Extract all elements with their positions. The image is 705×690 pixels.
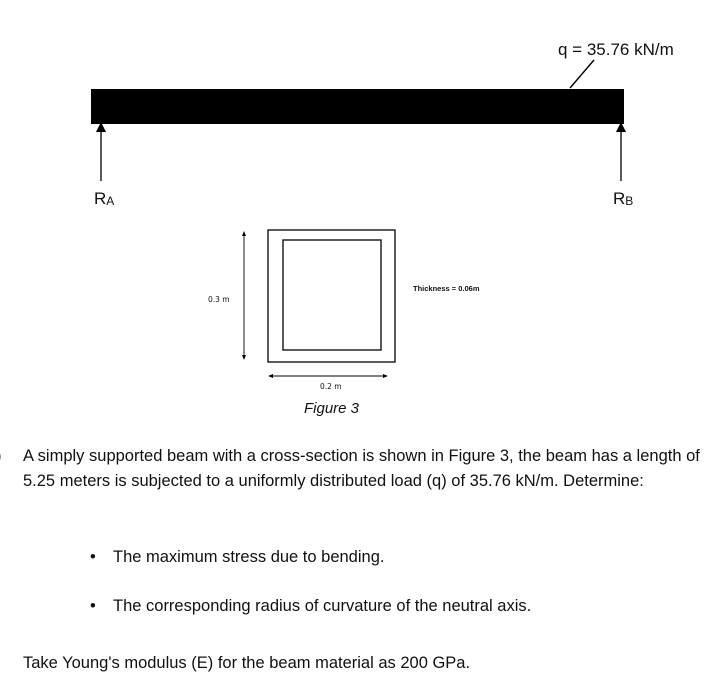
inner-rectangle (283, 240, 381, 350)
reaction-a-main: R (94, 189, 107, 208)
reaction-arrow-b (616, 122, 626, 181)
list-item-text: The corresponding radius of curvature of the neutral axis. (113, 597, 532, 615)
reaction-b-label (613, 189, 633, 209)
width-dimension (268, 374, 388, 378)
height-dimension (242, 231, 246, 360)
bullet-icon: • (90, 548, 96, 566)
width-label: 0.2 m (320, 382, 342, 391)
question-text: A simply supported beam with a cross-section is shown in Figure 3, the beam has a length of 5.25 meters is subjected to a uniformly distributed load (q) of 35.76 kN/m. Determine: (23, 447, 700, 490)
reaction-arrow-a (96, 122, 106, 181)
final-instruction: Take Young's modulus (E) for the beam material as 200 GPa. (23, 654, 471, 672)
question-marker (0, 444, 2, 469)
outer-rectangle (268, 230, 395, 362)
distributed-load-label: q = 35.76 kN/m (558, 40, 674, 59)
load-leader-line (570, 60, 594, 88)
beam (91, 89, 624, 124)
reaction-b-sub: B (625, 194, 634, 208)
figure-caption: Figure 3 (304, 400, 360, 417)
reaction-a-label (94, 189, 114, 209)
thickness-label: Thickness = 0.06m (413, 284, 480, 293)
reaction-a-sub: A (106, 194, 115, 208)
reaction-b-main: R (613, 189, 626, 208)
bullet-icon: • (90, 597, 96, 615)
height-label: 0.3 m (208, 295, 230, 304)
list-item-text: The maximum stress due to bending. (113, 548, 385, 566)
cross-section (268, 230, 395, 362)
